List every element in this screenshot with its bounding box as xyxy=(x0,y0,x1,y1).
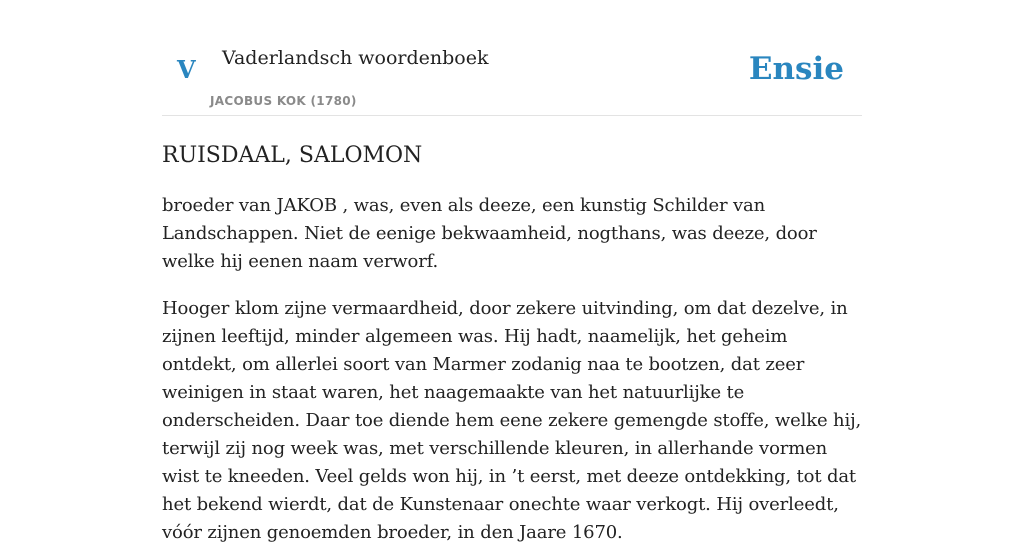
entry-paragraph-1: broeder van JAKOB , was, even als deeze, een kunstig Schilder van Landschappen. Niet de eenige bekwaamheid, nogthans, was deeze, door welke hij eenen naam verworf. xyxy=(162,195,817,272)
entry-paragraph-2: Hooger klom zijne vermaardheid, door zekere uitvinding, om dat dezelve, in zijnen leeftijd, minder algemeen was. Hij hadt, naamelijk, het geheim ontdekt, om allerlei soort van Marmer zodanig naa te bootzen, dat zeer weinigen in staat waren, het naagemaakte van het natuurlijke te onderscheiden. Daar toe diende hem eene zekere gemengde stoffe, welke hij, terwijl zij nog week was, met verschillende kleuren, in allerhande vormen wist te kneeden. Veel gelds won hij, in ’t eerst, met deeze ontdekking, tot dat het bekend wierdt, dat de Kunstenaar onechte waar verkogt. Hij overleedt, vóór zijnen genoemden broeder, in den Jaare 1670. xyxy=(162,298,862,543)
header xyxy=(162,0,862,116)
book-title-link[interactable]: Vaderlandsch woordenboek xyxy=(222,47,489,69)
book-author: JACOBUS KOK (1780) xyxy=(210,94,357,108)
ensie-logo[interactable]: Ensie xyxy=(748,51,844,87)
page xyxy=(162,0,862,543)
entry-title: RUISDAAL, SALOMON xyxy=(162,143,423,168)
book-letter[interactable]: V xyxy=(177,55,196,84)
